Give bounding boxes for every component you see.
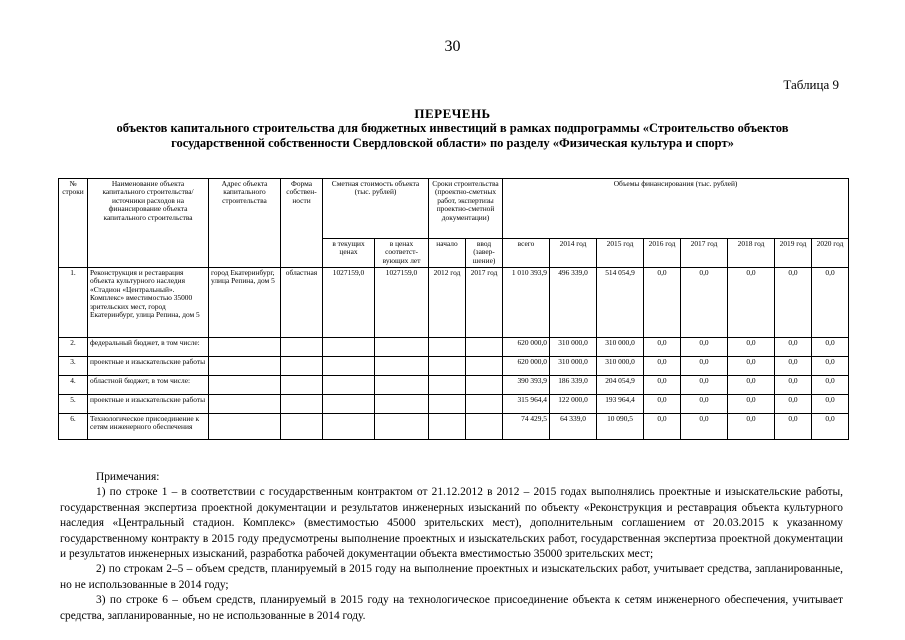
empty-cell [323,395,375,414]
row-year-value: 310 000,0 [597,338,644,357]
row-year-value: 0,0 [644,357,681,376]
table-row [59,357,849,376]
row-number: 3. [59,357,88,376]
table-row [59,376,849,395]
empty-cell [209,338,281,357]
empty-cell [429,376,466,395]
financing-table [58,178,849,440]
row-year-value: 0,0 [644,414,681,440]
row-year-value: 0,0 [728,357,775,376]
row-year-value: 0,0 [812,395,849,414]
header-start: начало [429,239,466,268]
row-year-value: 0,0 [681,376,728,395]
empty-cell [375,338,429,357]
empty-cell [281,338,323,357]
empty-cell [323,357,375,376]
page-number: 30 [444,38,461,55]
note-item: 2) по строкам 2–5 – объем средств, планируемый в 2015 году на выполнение проектных и изыскательских работ, учитывает средства, запланированные, но не использованные в 2014 году; [60,563,843,591]
header-total: всего [503,239,550,268]
row-total: 74 429,5 [503,414,550,440]
row-year-value: 0,0 [644,338,681,357]
empty-cell [466,395,503,414]
row-total: 620 000,0 [503,338,550,357]
header-financing-volumes: Объемы финансирования (тыс. рублей) [503,179,849,239]
table-row [59,338,849,357]
row-name: областной бюджет, в том числе: [88,376,209,395]
table-row [59,395,849,414]
title-line-2: государственной собственности Свердловской области» по разделу «Физическая культура и спорт» [171,136,734,150]
row-year-value: 0,0 [775,268,812,338]
empty-cell [429,414,466,440]
row-year-value: 0,0 [681,268,728,338]
header-address: Адрес объекта капитального строительства [209,179,281,268]
empty-cell [209,357,281,376]
header-end: ввод (завер-шение) [466,239,503,268]
empty-cell [429,395,466,414]
row-year-value: 0,0 [812,338,849,357]
row-year-value: 0,0 [728,376,775,395]
row-year-value: 122 000,0 [550,395,597,414]
table-row [59,414,849,440]
row-year-value: 0,0 [728,338,775,357]
row-address: город Екатеринбург, улица Репина, дом 5 [209,268,281,338]
empty-cell [209,376,281,395]
row-year-value: 0,0 [681,414,728,440]
row-year-value: 0,0 [644,395,681,414]
row-total: 620 000,0 [503,357,550,376]
title-main: ПЕРЕЧЕНЬ [414,106,491,121]
row-year-value: 0,0 [681,357,728,376]
title-line-1: объектов капитального строительства для бюджетных инвестиций в рамках подпрограммы «Строительство объектов [116,121,789,135]
row-year-value: 10 090,5 [597,414,644,440]
row-number: 1. [59,268,88,338]
row-number: 2. [59,338,88,357]
row-year-value: 0,0 [644,376,681,395]
header-row-number: № строки [59,179,88,268]
row-year-value: 0,0 [812,268,849,338]
notes-heading: Примечания: [96,471,160,483]
empty-cell [281,395,323,414]
row-year-value: 0,0 [812,357,849,376]
row-start: 2012 год [429,268,466,338]
header-year: 2015 год [597,239,644,268]
header-year: 2020 год [812,239,849,268]
row-year-value: 204 054,9 [597,376,644,395]
row-year-value: 0,0 [775,338,812,357]
row-year-value: 310 000,0 [597,357,644,376]
header-year: 2019 год [775,239,812,268]
row-year-value: 0,0 [812,414,849,440]
empty-cell [375,357,429,376]
row-name: Реконструкция и реставрация объекта культурного наследия «Стадион «Центральный». Комплекс» вместимостью 35000 зрительских мест, город Екатеринбург, улица Репина, дом 5 [88,268,209,338]
notes-section [60,470,843,624]
row-cost-adjusted: 1027159,0 [375,268,429,338]
row-year-value: 0,0 [775,414,812,440]
empty-cell [281,414,323,440]
row-end: 2017 год [466,268,503,338]
empty-cell [375,395,429,414]
header-year: 2017 год [681,239,728,268]
row-year-value: 0,0 [775,357,812,376]
table-label: Таблица 9 [783,77,839,92]
empty-cell [281,357,323,376]
row-ownership-form: областная [281,268,323,338]
row-year-value: 0,0 [775,395,812,414]
empty-cell [375,376,429,395]
row-number: 6. [59,414,88,440]
empty-cell [466,338,503,357]
header-year: 2016 год [644,239,681,268]
empty-cell [429,338,466,357]
empty-cell [323,414,375,440]
row-year-value: 310 000,0 [550,357,597,376]
row-year-value: 496 339,0 [550,268,597,338]
row-year-value: 0,0 [775,376,812,395]
row-total: 315 964,4 [503,395,550,414]
row-year-value: 0,0 [728,268,775,338]
row-year-value: 0,0 [681,338,728,357]
row-year-value: 514 054,9 [597,268,644,338]
row-year-value: 0,0 [812,376,849,395]
header-cost-adjusted: в ценах соответст-вующих лет [375,239,429,268]
row-year-value: 0,0 [728,414,775,440]
row-total: 390 393,9 [503,376,550,395]
row-name: Технологическое присоединение к сетям инженерного обеспечения [88,414,209,440]
row-name: проектные и изыскательские работы [88,357,209,376]
header-estimated-cost: Сметная стоимость объекта (тыс. рублей) [323,179,429,239]
row-year-value: 0,0 [681,395,728,414]
empty-cell [209,395,281,414]
row-number: 5. [59,395,88,414]
document-title [60,106,845,151]
row-year-value: 0,0 [728,395,775,414]
empty-cell [323,376,375,395]
row-cost-current: 1027159,0 [323,268,375,338]
table-row [59,268,849,338]
row-number: 4. [59,376,88,395]
row-year-value: 193 964,4 [597,395,644,414]
empty-cell [209,414,281,440]
header-construction-terms: Сроки строительства (проектно-сметных работ, экспертизы проектно-сметной документации) [429,179,503,239]
row-year-value: 310 000,0 [550,338,597,357]
empty-cell [323,338,375,357]
row-year-value: 64 339,0 [550,414,597,440]
empty-cell [466,414,503,440]
note-item: 1) по строке 1 – в соответствии с государственным контрактом от 21.12.2012 в 2012 – 2015 годах выполнялись проектные и изыскательские работы, государственная экспертиза проектной документации и результатов инженерных изысканий по объекту «Реконструкция и реставрация объекта культурного наследия «Центральный стадион. Комплекс» (вместимостью 45000 зрительских мест), дополнительным соглашением от 20.03.2015 к указанному государственному контракту в 2015 году предусмотрены выполнение проектных и изыскательских работ, государственная экспертиза проектной документации и результатов инженерных изысканий, разработка рабочей документации объекта вместимостью 35000 зрительских мест; [60,486,843,561]
empty-cell [375,414,429,440]
row-year-value: 186 339,0 [550,376,597,395]
note-item: 3) по строке 6 – объем средств, планируемый в 2015 году на технологическое присоединение объекта к сетям инженерного обеспечения, учитывает средства, запланированные, но не использованные в 2014 году. [60,594,843,622]
header-year: 2018 год [728,239,775,268]
empty-cell [281,376,323,395]
empty-cell [429,357,466,376]
header-cost-current: в текущих ценах [323,239,375,268]
header-year: 2014 год [550,239,597,268]
row-total: 1 010 393,9 [503,268,550,338]
header-object-name: Наименование объекта капитального строительства/ источники расходов на финансирование объекта капитального строительства [88,179,209,268]
row-name: проектные и изыскательские работы [88,395,209,414]
row-name: федеральный бюджет, в том числе: [88,338,209,357]
row-year-value: 0,0 [644,268,681,338]
empty-cell [466,357,503,376]
header-ownership-form: Форма собствен-ности [281,179,323,268]
empty-cell [466,376,503,395]
